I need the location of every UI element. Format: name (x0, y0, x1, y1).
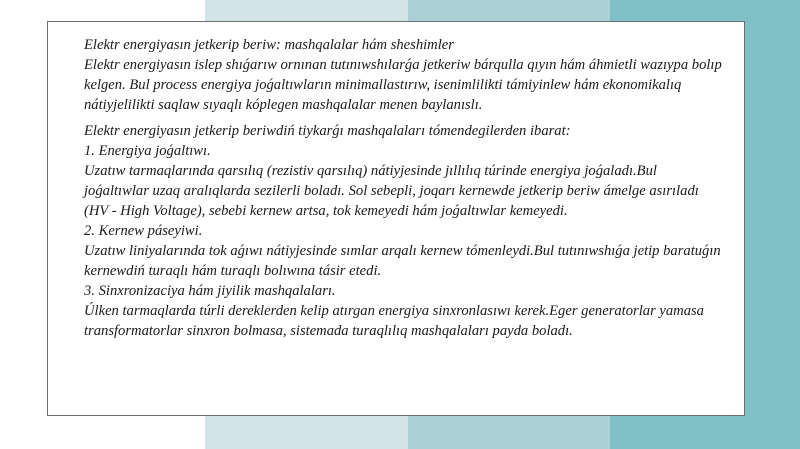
item-1-body: Uzatıw tarmaqlarında qarsılıq (rezistiv qarsılıq) nátiyjesinde jıllılıq túrinde energiya joǵaladı.Bul joǵaltıwlar uzaq aralıqlarda sezilerli boladı. Sol sebepli, joqarı kernewde jetkerip beriw ámelge asırıladı (HV - High Voltage), sebebi kernew artsa, tok kemeyedi hám joǵaltıwlar kemeyedi. (84, 163, 699, 219)
document-title: Elektr energiyasın jetkerip beriw: mashqalalar hám sheshimler (84, 37, 454, 53)
item-2-body: Uzatıw liniyalarında tok aǵıwı nátiyjesinde sımlar arqalı kernew tómenleydi.Bul tutınıwshıǵa jetip baratuǵın kernewdiń turaqlı hám turaqlı bolıwına tásir etedi. (84, 243, 721, 279)
text-card (47, 21, 745, 416)
intro-paragraph: Elektr energiyasın islep shıǵarıw ornınan tutınıwshılarǵa jetkeriw bárqulla qıyın hám áhmietli wazıypa bolıp kelgen. Bul process energiya joǵaltıwların minimallastırıw, isenimlilikti támiyinlew hám ekonomikalıq nátiyjelilikti saqlaw sıyaqlı kóplegen mashqalalar menen baylanıslı. (84, 57, 722, 113)
item-3-heading: 3. Sinxronizaciya hám jiyilik mashqalaları. (84, 283, 336, 299)
item-2-heading: 2. Kernew páseyiwi. (84, 223, 203, 239)
item-3-body: Úlken tarmaqlarda túrli dereklerden kelip atırgan energiya sinxronlasıwı kerek.Eger generatorlar yamasa transformatorlar sinxron bolmasa, sistemada turaqlılıq mashqalaları payda boladı. (84, 303, 704, 339)
lead-paragraph: Elektr energiyasın jetkerip beriwdiń tiykarǵı mashqalaları tómendegilerden ibarat: (84, 123, 571, 139)
item-1-heading: 1. Energiya joǵaltıwı. (84, 143, 211, 159)
document-body (84, 35, 724, 341)
